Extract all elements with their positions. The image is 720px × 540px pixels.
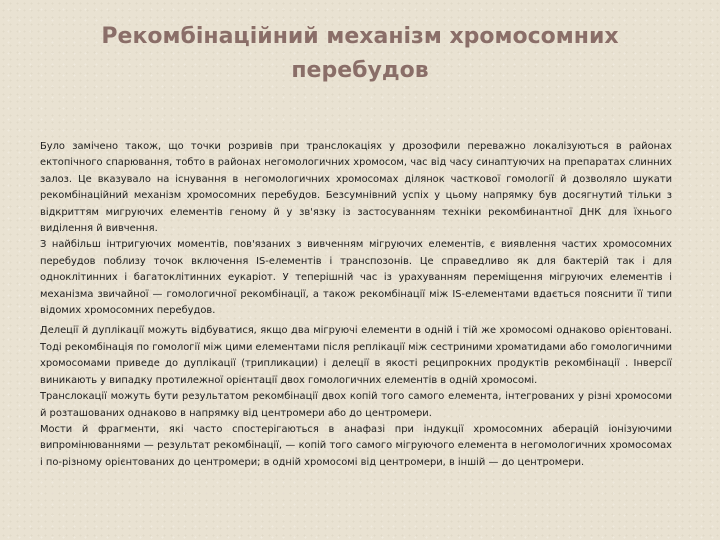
slide-title: Рекомбінаційний механізм хромосомних перебудов [101,24,619,83]
paragraph-mobile-elements: З найбільш інтригуючих моментів, пов'язаних з вивченням мігруючих елементів, є виявлення частих хромосомних перебудов поблизу точок включення IS-елементів і транспозонів. Це справедливо як для бактерій так і для одноклітинних і багатоклітинних еукаріот. У теперішній час із урахуванням переміщення мігруючих елементів і механізма звичайної — гомологичної рекомбінації, а також рекомбінації між IS-елементами вдається пояснити її типи відомих хромосомних перебудов. [40,239,672,317]
paragraph-ectopic-pairing: Було замічено також, що точки розривів при транслокаціях у дрозофили переважно локалізуються в районах ектопічного спарювання, тобто в районах негомологичних хромосом, час від часу синаптуючих на препаратах слинних залоз. Це вказувало на існування в негомологичних хромосомах ділянок часткової гомології й дозволяло шукати рекомбінаційний механізм хромосомних перебудов. Безсумнівний успіх у цьому напрямку був досягнутий тільки з відкриттям мигруючих елементів геному й у зв'язку із застосуванням техніки рекомбинантної ДНК для їхнього виділення й вивчення. [40,141,672,235]
paragraph-translocations: Транслокації можуть бути результатом рекомбінації двох копій того самого елемента, інтегрованих у різні хромосоми й розташованих однаково в напрямку від центромери або до центромери. [40,391,672,419]
paragraph-deletions-duplications: Делеції й дуплікації можуть відбуватися, якщо два мігруючі елементи в одній і тій же хромосомі однаково орієнтовані. Тоді рекомбінація по гомології між цими елементами після реплікації між сестриними хроматидами або гомологичними хромосомами приведе до дуплікації (трипликации) і делеції в якості реципрокних продуктів рекомбінації . Інверсії виникають у випадку протилежної орієнтації двох гомологичних елементів в одній хромосомі. [40,325,672,386]
paragraph-bridges-fragments: Мости й фрагменти, які часто спостерігаються в анафазі при індукції хромосомних аберацій іонізуючими випромінюваннями — результат рекомбінації, — копій того самого мігруючого елемента в негомологичних хромосомах і по-різному орієнтованих до центромери; в одній хромосомі від центромери, в іншій — до центромери. [40,423,672,468]
slide-body-text [40,139,672,471]
